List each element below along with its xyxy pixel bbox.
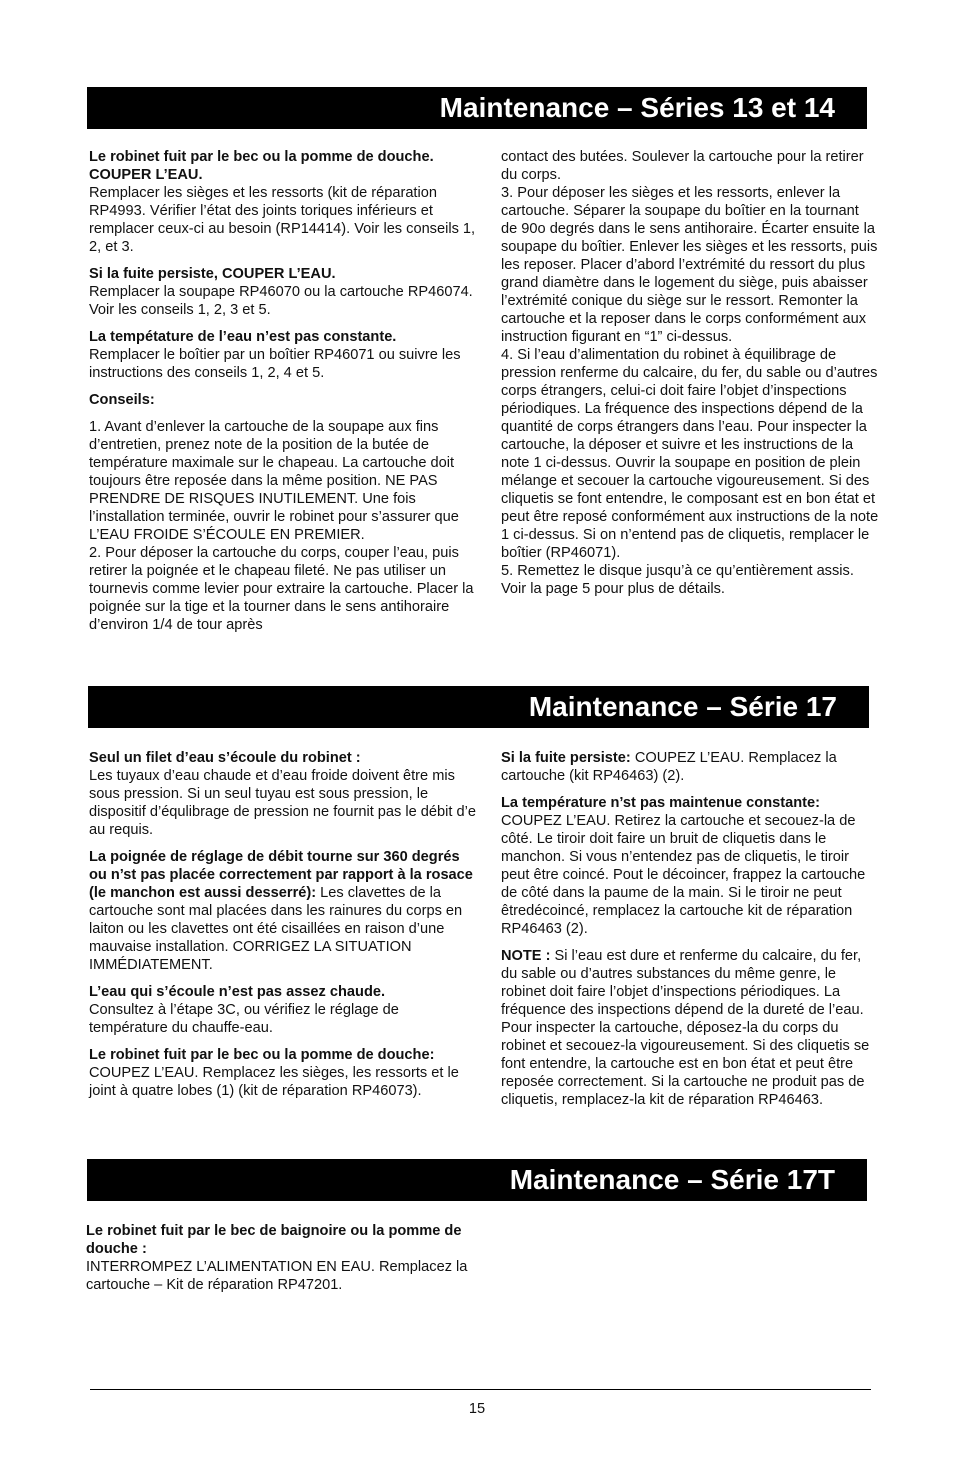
paragraph-body: Les clavettes de la cartouche sont mal placées dans les rainures du corps en laiton ou les clavettes ont été cisaillées en raison d’une mauvaise installation. CORRIGEZ LA SITUATION IMMÉDIATEMENT. xyxy=(89,885,463,973)
paragraph-body: Consultez à l’étape 3C, ou vérifiez le réglage de température du chauffe-eau. xyxy=(89,1002,399,1036)
section-title: Maintenance – Séries 13 et 14 xyxy=(439,92,835,123)
tips-text-continued: contact des butées. Soulever la cartouche pour la retirer du corps. 3. Pour déposer les sièges et les ressorts, enlever la cartouche. Séparer la soupape du boîtier en la tournant de 90o degrés dans le sens antihoraire. Écarter ensuite la soupape du boîtier. Enlever les sièges et les ressorts, puis les reposer. Placer d’abord l’extrémité du ressort du plus grand diamètre dans le logement du siège, puis abaisser l’extrémité conique du siège sur le ressort. Remonter la cartouche et la reposer dans le corps conformément aux instruction figurant en “1” ci-dessus. 4. Si l’eau d’alimentation du robinet à équilibrage de pression renferme du calcaire, du fer, du sable ou d’autres corps étrangers, celui-ci doit faire l’objet d’inspections périodiques. La fréquence des inspections dépend de la quantité de corps étrangers dans l’eau. Pour inspecter la cartouche, la déposer et suivre et les instructions de la note 1 ci-dessus. Ouvrir la soupape en position de plein mélange et secouer la cartouche vigoureusement. Si des cliquetis se font entendre, le composant est en bon état et peut être reposé conformément aux instructions de la note 1 ci-dessus. Si on n’entend pas de cliquetis, remplacer le boîtier (RP46071). 5. Remettez le disque jusqu’à ce qu’entièrement assis. Voir la page 5 pour plus de détails. xyxy=(501,149,879,597)
paragraph-heading: La tempétature de l’eau n’est pas constante. xyxy=(89,329,397,345)
paragraph-body: Remplacer la soupape RP46070 ou la cartouche RP46074. Voir les conseils 1, 2, 3 et 5. xyxy=(89,284,473,318)
paragraph-body: COUPEZ L’EAU. Retirez la cartouche et secouez-la de côté. Le tiroir doit faire un bruit de cliquetis dans le manchon. Si vous n’entendez pas de cliquetis, le tiroir peut être coincé. Pout le décoincer, frappez la cartouche de côté dans la paume de la main. Si le tiroir ne peut êtredécoincé, remplacez la cartouche kit de réparation RP46463 (2). xyxy=(501,813,866,937)
paragraph-heading: L’eau qui s’écoule n’est pas assez chaude. xyxy=(89,984,386,1000)
paragraph-heading: Le robinet fuit par le bec ou la pomme de douche. COUPER L’EAU. xyxy=(89,149,434,183)
paragraph xyxy=(89,328,487,382)
paragraph-body: Remplacer le boîtier par un boîtier RP46071 ou suivre les instructions des conseils 1, 2, 4 et 5. xyxy=(89,347,461,381)
section-title: Maintenance – Série 17 xyxy=(528,691,837,722)
s13-right-column xyxy=(501,148,879,598)
paragraph-heading: Si la fuite persiste, COUPER L’EAU. xyxy=(89,266,336,282)
section-header-series-17 xyxy=(88,686,869,728)
s13-left-column xyxy=(89,148,487,634)
paragraph xyxy=(89,148,487,256)
paragraph xyxy=(89,1046,481,1100)
s17-left-column xyxy=(89,749,481,1100)
section-title: Maintenance – Série 17T xyxy=(509,1164,835,1195)
paragraph-body: COUPEZ L’EAU. Remplacez la cartouche (kit RP46463) (2). xyxy=(501,750,837,784)
paragraph xyxy=(89,983,481,1037)
page-number: 15 xyxy=(468,1401,486,1417)
paragraph-heading: NOTE : xyxy=(501,948,551,964)
paragraph xyxy=(89,391,487,409)
paragraph-body: COUPEZ L’EAU. Remplacez les sièges, les ressorts et le joint à quatre lobes (1) (kit de réparation RP46073). xyxy=(89,1065,459,1099)
paragraph xyxy=(89,848,481,974)
footer-rule xyxy=(90,1389,871,1390)
tips-text: 1. Avant d’enlever la cartouche de la soupape aux fins d’entretien, prenez note de la position de la butée de température maximale sur le chapeau. La cartouche doit toujours être reposée dans la même position. NE PAS PRENDRE DE RISQUES INUTILEMENT. Une fois l’installation terminée, ouvrir le robinet pour s’assurer que L’EAU FROIDE S’ÉCOULE EN PREMIER. 2. Pour déposer la cartouche du corps, couper l’eau, puis retirer la poignée et le chapeau fileté. Ne pas utiliser un tournevis comme levier pour extraire la cartouche. Placer la poignée sur la tige et la tourner dans le sens antihoraire d’environ 1/4 de tour après xyxy=(89,419,474,633)
s17t-left-column xyxy=(86,1222,471,1294)
paragraph-heading: Le robinet fuit par le bec ou la pomme de douche: xyxy=(89,1047,435,1063)
paragraph xyxy=(89,265,487,319)
paragraph xyxy=(501,947,881,1109)
paragraph-heading: Le robinet fuit par le bec de baignoire ou la pomme de douche : xyxy=(86,1223,462,1257)
paragraph-heading: Si la fuite persiste: xyxy=(501,750,631,766)
paragraph xyxy=(86,1222,471,1294)
paragraph-heading: Conseils: xyxy=(89,392,155,408)
paragraph-body: Si l’eau est dure et renferme du calcaire, du fer, du sable ou d’autres substances du même genre, le robinet doit faire l’objet d’inspections périodiques. La fréquence des inspections dépend de la dureté de l’eau. Pour inspecter la cartouche, déposez-la du corps du robinet et secouez-la vigoureusement. Si des cliquetis se font entendre, la cartouche est en bon état et peut être reposée correctement. Si la cartouche ne produit pas de cliquetis, remplacez-la kit de réparation RP46463. xyxy=(501,948,870,1108)
paragraph-body: Remplacer les sièges et les ressorts (kit de réparation RP4993. Vérifier l’état des joints toriques inférieurs et remplacer ceux-ci au besoin (RP14414). Voir les conseils 1, 2, et 3. xyxy=(89,185,476,255)
paragraph xyxy=(501,794,881,938)
paragraph-body: Les tuyaux d’eau chaude et d’eau froide doivent être mis sous pression. Si un seul tuyau est sous pression, le dispositif d’équlibrage de pression ne fournit pas le débit d’e au requis. xyxy=(89,768,476,838)
paragraph-body: INTERROMPEZ L’ALIMENTATION EN EAU. Remplacez la cartouche – Kit de réparation RP47201. xyxy=(86,1259,468,1293)
section-header-series-13-14 xyxy=(87,87,867,129)
s17-right-column xyxy=(501,749,881,1109)
paragraph-heading: La poignée de réglage de débit tourne sur 360 degrés ou n’st pas placée correctement par rapport à la rosace (le manchon est aussi desserré): xyxy=(89,849,473,901)
section-header-series-17t xyxy=(87,1159,867,1201)
paragraph-heading: La température n’st pas maintenue constante: xyxy=(501,795,820,811)
paragraph-heading: Seul un filet d’eau s’écoule du robinet : xyxy=(89,750,361,766)
paragraph xyxy=(89,749,481,839)
paragraph xyxy=(501,749,881,785)
